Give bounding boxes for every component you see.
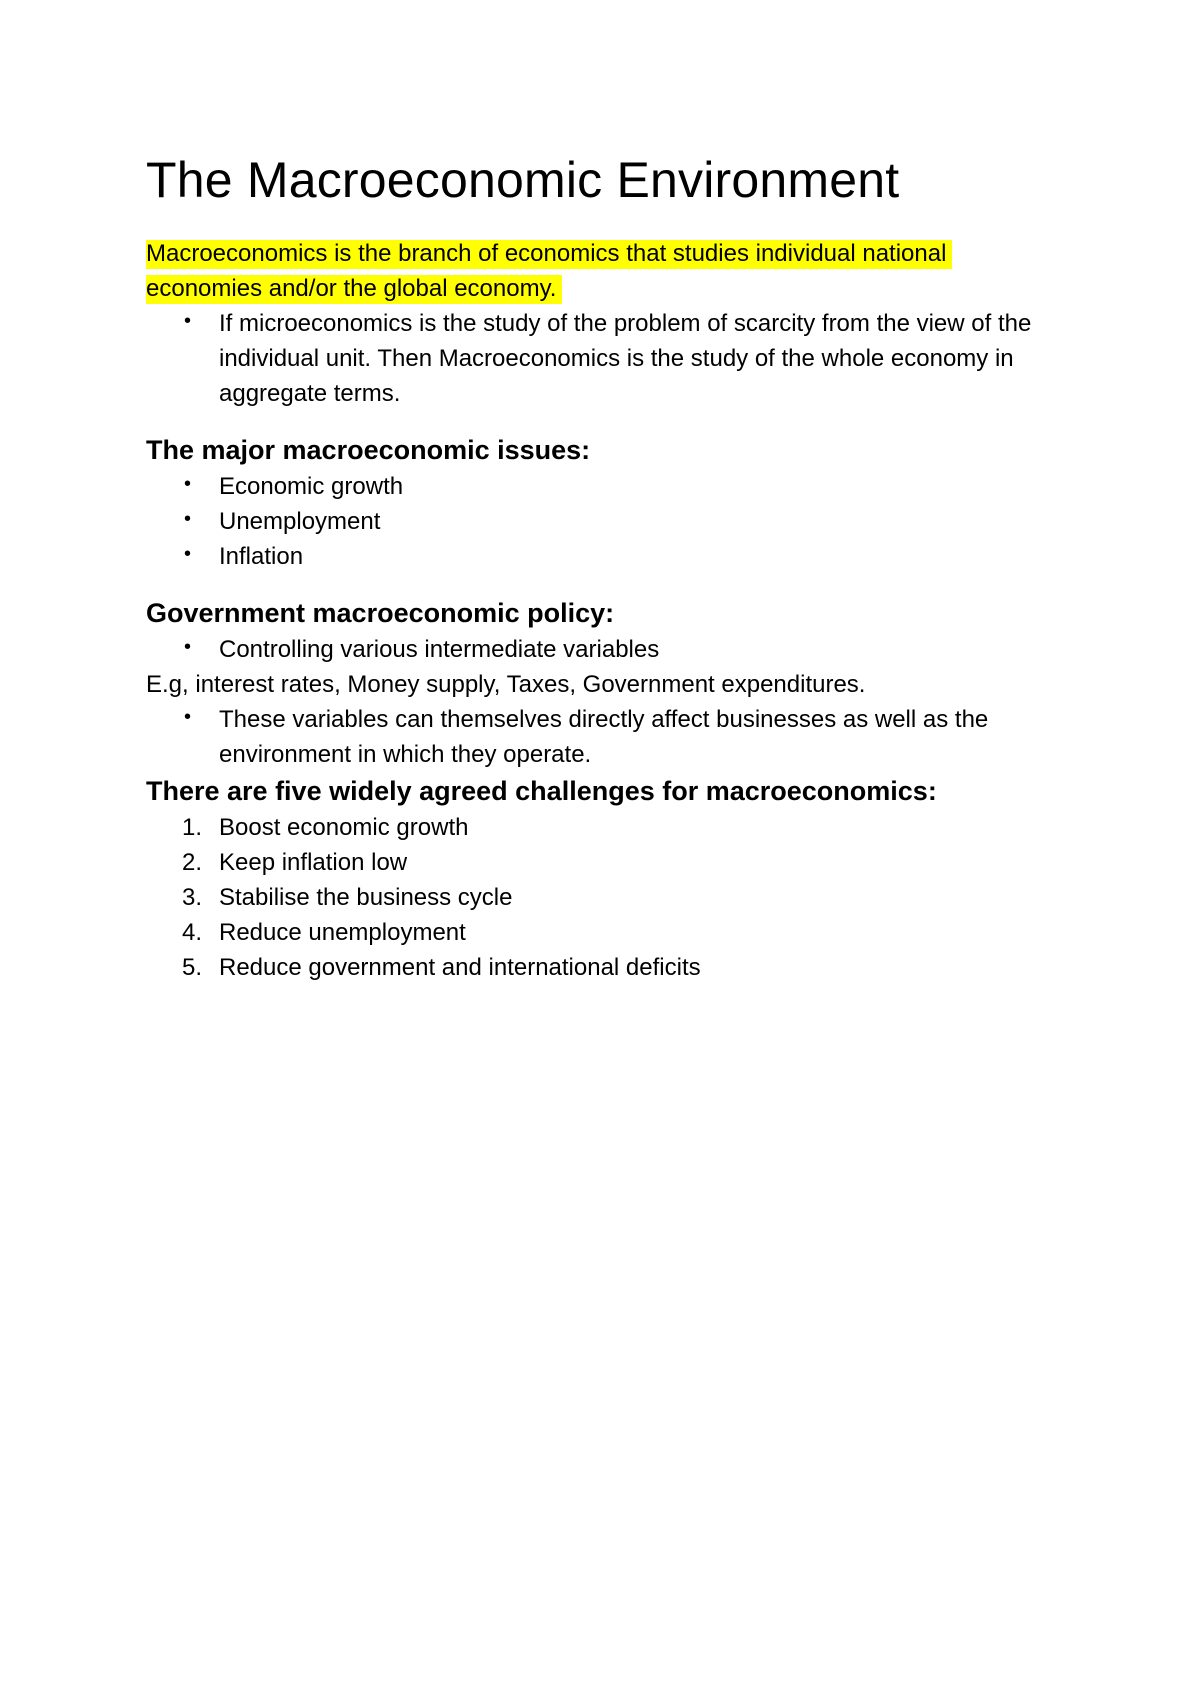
list-item [146, 810, 1056, 845]
list-number: 1. [182, 814, 203, 841]
section-heading-challenges: There are five widely agreed challenges for macroeconomics: [146, 776, 937, 806]
policy-bullet-list-2 [146, 702, 1056, 772]
list-number: 5. [182, 954, 203, 981]
list-item [146, 504, 1056, 539]
list-number: 3. [182, 884, 203, 911]
list-item [146, 469, 1056, 504]
list-item-text: Unemployment [219, 508, 381, 535]
document-title: The Macroeconomic Environment [146, 152, 900, 208]
list-item [146, 539, 1056, 574]
policy-example-text: E.g, interest rates, Money supply, Taxes, Government expenditures. [146, 671, 866, 698]
bullet-icon: • [184, 508, 192, 530]
list-item-text: Controlling various intermediate variables [219, 636, 660, 663]
bullet-icon: • [184, 706, 192, 728]
bullet-icon: • [184, 310, 192, 332]
section-heading-policy: Government macroeconomic policy: [146, 598, 615, 628]
policy-bullet-list-1 [146, 632, 1056, 667]
list-item [146, 702, 1056, 772]
intro-bullet-list [146, 306, 1056, 411]
list-item-text: These variables can themselves directly affect businesses as well as the environment in which they operate. [219, 706, 989, 768]
list-item-text: Inflation [219, 543, 304, 570]
list-item [146, 950, 1056, 985]
highlighted-text-line-2: economies and/or the global economy. [146, 275, 562, 304]
list-item [146, 845, 1056, 880]
list-item-text: Reduce unemployment [219, 919, 466, 946]
list-item [146, 880, 1056, 915]
challenges-numbered-list [146, 810, 1056, 985]
section-heading-issues: The major macroeconomic issues: [146, 435, 591, 465]
list-item-text: If microeconomics is the study of the problem of scarcity from the view of the individual unit. Then Macroeconomics is the study of the whole economy in aggregate terms. [219, 310, 1032, 407]
list-item-text: Economic growth [219, 473, 404, 500]
bullet-icon: • [184, 473, 192, 495]
list-item-text: Stabilise the business cycle [219, 884, 513, 911]
issues-bullet-list [146, 469, 1056, 574]
intro-definition [146, 236, 1056, 306]
list-item-text: Boost economic growth [219, 814, 469, 841]
list-item-text: Keep inflation low [219, 849, 408, 876]
document-body [146, 150, 1056, 985]
highlighted-text-line-1: Macroeconomics is the branch of economics that studies individual national [146, 240, 952, 269]
list-number: 2. [182, 849, 203, 876]
list-item [146, 915, 1056, 950]
list-item [146, 632, 1056, 667]
list-number: 4. [182, 919, 203, 946]
bullet-icon: • [184, 543, 192, 565]
list-item-text: Reduce government and international deficits [219, 954, 701, 981]
bullet-icon: • [184, 636, 192, 658]
list-item [146, 306, 1056, 411]
